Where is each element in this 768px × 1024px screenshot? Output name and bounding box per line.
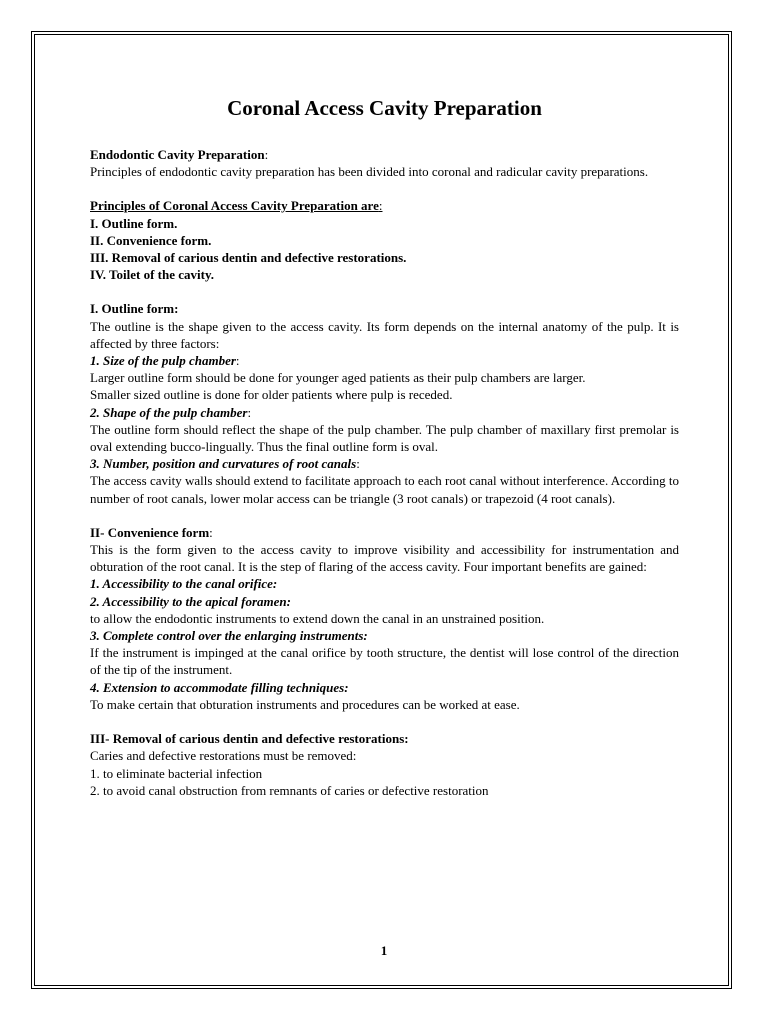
convenience-text: This is the form given to the access cavity to improve visibility and accessibility for instrumentation and obturation of the root canal. It is the step of flaring of the access cavity. Four important benefits are gained: (90, 542, 679, 575)
factor3-heading: 3. Number, position and curvatures of root canals (90, 456, 357, 472)
benefit2-heading: 2. Accessibility to the apical foramen: (90, 593, 291, 609)
factor2-suffix: : (247, 404, 252, 420)
benefit3-text: If the instrument is impinged at the canal orifice by tooth structure, the dentist will lose control of the direction of the tip of the instrument. (90, 645, 679, 678)
factor3-heading-line (90, 455, 679, 472)
page-number: 1 (380, 943, 388, 958)
benefit4-heading: 4. Extension to accommodate filling techniques: (90, 679, 349, 695)
removal-item: 1. to eliminate bacterial infection (90, 765, 263, 781)
document-body (90, 94, 679, 799)
document-title: Coronal Access Cavity Preparation (227, 96, 542, 120)
factor1-heading: 1. Size of the pulp chamber (90, 353, 236, 369)
outline-heading: I. Outline form: (90, 301, 179, 317)
factor2-heading: 2. Shape of the pulp chamber (90, 404, 248, 420)
convenience-heading: II- Convenience form (90, 524, 210, 540)
principle-item: II. Convenience form. (90, 232, 212, 248)
benefit1-heading: 1. Accessibility to the canal orifice: (90, 576, 278, 592)
convenience-heading-line (90, 524, 679, 541)
removal-heading: III- Removal of carious dentin and defective restorations: (90, 731, 409, 747)
benefit2-text: to allow the endodontic instruments to extend down the canal in an unstrained position. (90, 610, 545, 626)
removal-item: 2. to avoid canal obstruction from remnants of caries or defective restoration (90, 782, 489, 798)
factor3-suffix: : (356, 456, 360, 472)
intro-text: Principles of endodontic cavity preparation has been divided into coronal and radicular cavity preparations. (90, 164, 649, 180)
factor1-heading-line (90, 352, 679, 369)
principles-heading-suffix: : (378, 198, 383, 214)
intro-heading-suffix: : (264, 147, 269, 162)
benefit4-text: To make certain that obturation instruments and procedures can be worked at ease. (90, 696, 520, 712)
principle-item: I. Outline form. (90, 215, 178, 231)
factor3-text: The access cavity walls should extend to facilitate approach to each root canal without interference. According to number of root canals, lower molar access can be triangle (3 root canals) or trapezoid (4 root canals). (90, 473, 679, 506)
factor2-text: The outline form should reflect the shape of the pulp chamber. The pulp chamber of maxillary first premolar is oval extending bucco-lingually. Thus the final outline form is oval. (90, 421, 679, 455)
principle-item: IV. Toilet of the cavity. (90, 267, 214, 283)
removal-text: Caries and defective restorations must be removed: (90, 748, 357, 764)
factor2-heading-line (90, 404, 679, 421)
intro-heading-line (90, 146, 679, 163)
factor1-text2: Smaller sized outline is done for older patients where pulp is receded. (90, 387, 453, 403)
principle-item: III. Removal of carious dentin and defective restorations. (90, 250, 407, 266)
principles-heading-line (90, 197, 679, 214)
factor1-text1: Larger outline form should be done for younger aged patients as their pulp chambers are larger. (90, 370, 586, 386)
outline-text: The outline is the shape given to the access cavity. Its form depends on the internal anatomy of the pulp. It is affected by three factors: (90, 318, 679, 351)
factor1-suffix: : (235, 353, 240, 369)
benefit3-heading: 3. Complete control over the enlarging instruments: (90, 628, 368, 644)
intro-heading: Endodontic Cavity Preparation (90, 147, 265, 162)
convenience-heading-suffix: : (209, 524, 213, 540)
principles-heading: Principles of Coronal Access Cavity Preparation are (90, 198, 379, 214)
